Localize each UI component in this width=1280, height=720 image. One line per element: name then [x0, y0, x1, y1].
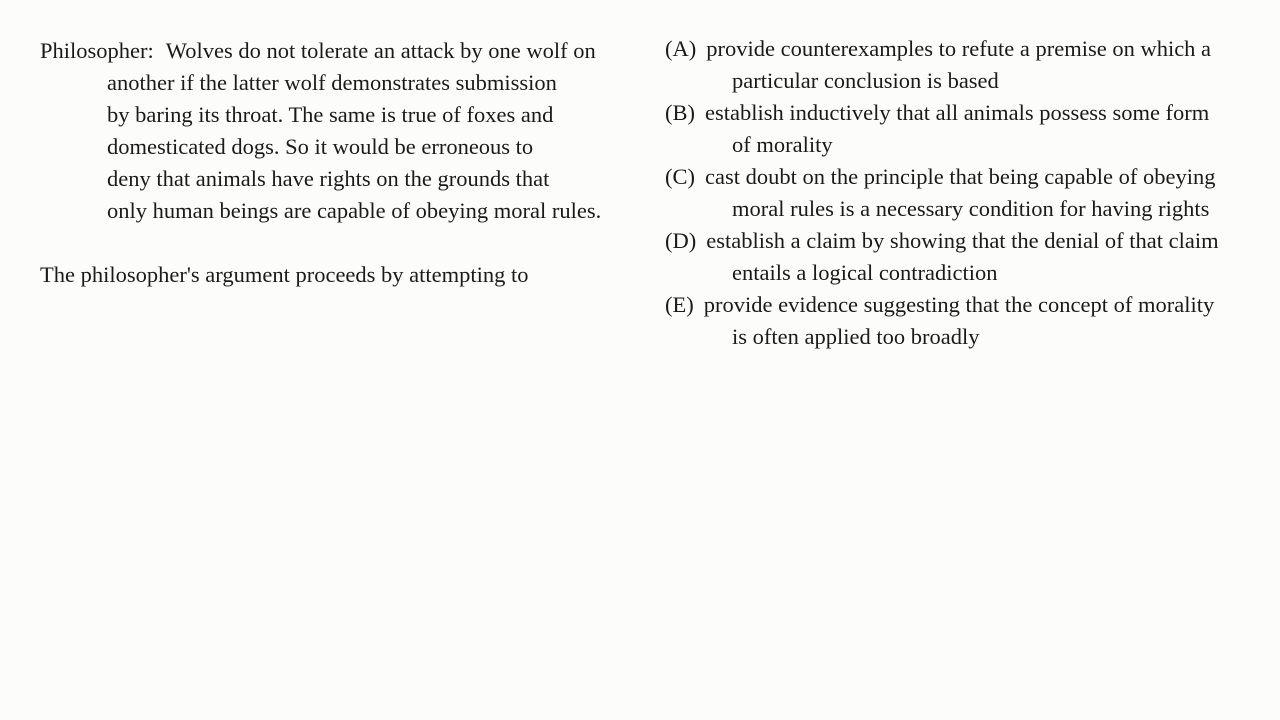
choice-text: provide evidence suggesting that the concept of morality — [703, 292, 1215, 317]
stimulus-line: deny that animals have rights on the grounds that — [107, 166, 550, 191]
choice-text: provide counterexamples to refute a premise on which a — [706, 36, 1212, 61]
choice-text: cast doubt on the principle that being capable of obeying — [705, 164, 1216, 189]
choice-text: establish a claim by showing that the denial of that claim — [706, 228, 1219, 253]
choice-text: moral rules is a necessary condition for having rights — [732, 196, 1210, 221]
choice-letter: (A) — [665, 36, 697, 61]
choice-letter: (B) — [665, 100, 695, 125]
choice-text: of morality — [732, 132, 833, 157]
choice-letter: (E) — [665, 292, 694, 317]
choice-text: entails a logical contradiction — [732, 260, 998, 285]
stimulus-line: another if the latter wolf demonstrates submission — [107, 70, 557, 95]
choice-text: establish inductively that all animals possess some form — [705, 100, 1210, 125]
speaker-label: Philosopher: — [40, 38, 154, 63]
stimulus-line: Philosopher: Wolves do not tolerate an attack by one wolf on — [40, 35, 596, 67]
choice-letter: (D) — [665, 228, 697, 253]
question-stem: The philosopher's argument proceeds by attempting to — [40, 262, 529, 287]
choice-text: particular conclusion is based — [732, 68, 999, 93]
stimulus-line: by baring its throat. The same is true of foxes and — [107, 102, 554, 127]
stimulus-line: domesticated dogs. So it would be erroneous to — [107, 134, 534, 159]
stimulus-line: only human beings are capable of obeying moral rules. — [107, 198, 602, 223]
choice-text: is often applied too broadly — [732, 324, 980, 349]
choice-letter: (C) — [665, 164, 695, 189]
